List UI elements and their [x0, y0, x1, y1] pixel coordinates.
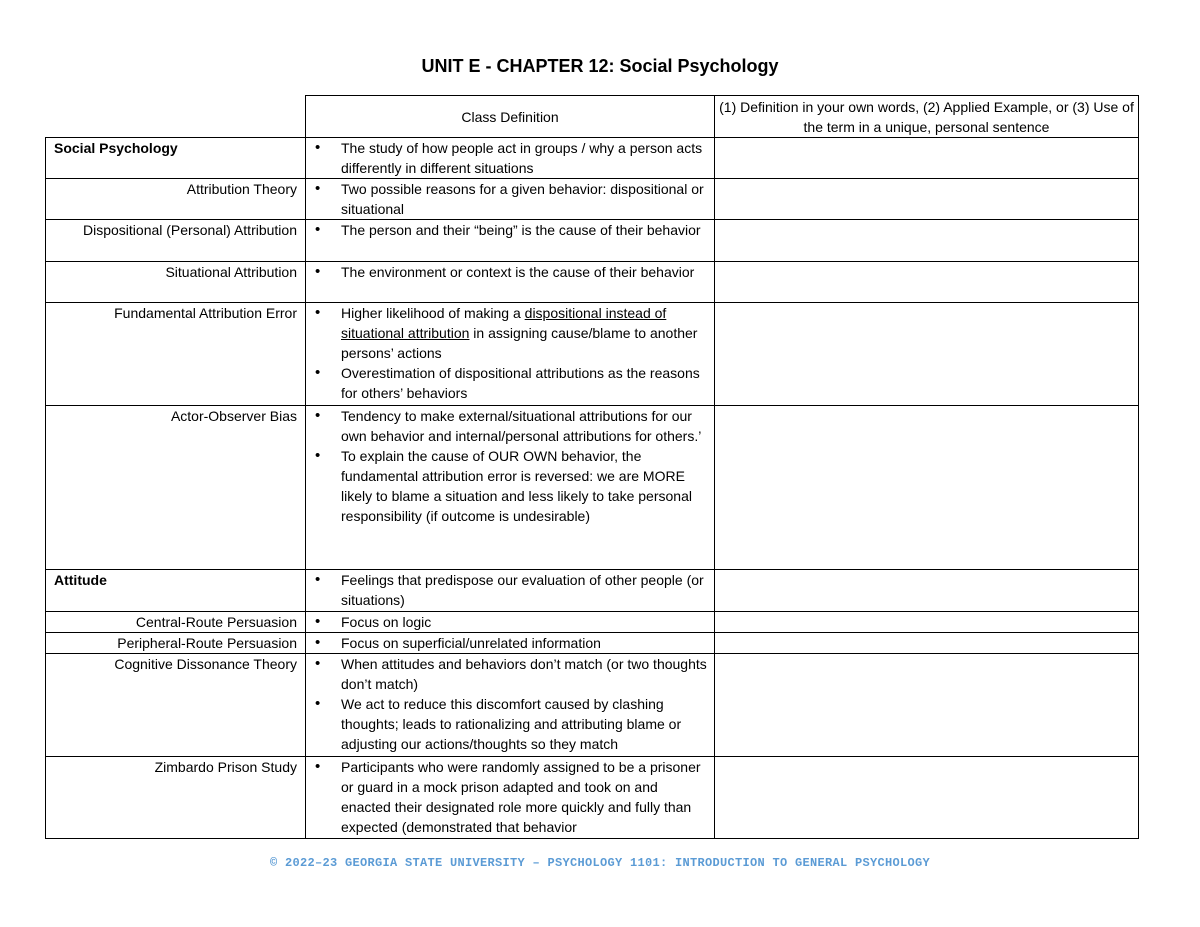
answer-cell[interactable] — [715, 138, 1139, 179]
table-row — [46, 406, 1139, 570]
table-row — [46, 138, 1139, 179]
answer-cell[interactable] — [715, 612, 1139, 633]
table-row — [46, 654, 1139, 757]
term-cell: Actor-Observer Bias — [46, 406, 306, 570]
header-blank-cell — [46, 96, 306, 138]
definition-bullet: • When attitudes and behaviors don’t match (or two thoughts don’t match) — [306, 654, 714, 694]
definition-cell — [306, 570, 715, 612]
term-cell: Central-Route Persuasion — [46, 612, 306, 633]
term-cell: Fundamental Attribution Error — [46, 303, 306, 406]
page-title: UNIT E - CHAPTER 12: Social Psychology — [421, 56, 779, 76]
term-cell: Situational Attribution — [46, 262, 306, 303]
header-row — [46, 96, 1139, 138]
header-own-words: (1) Definition in your own words, (2) Applied Example, or (3) Use of the term in a unique, personal sentence — [715, 96, 1139, 138]
table-row — [46, 757, 1139, 839]
term-cell: Dispositional (Personal) Attribution — [46, 220, 306, 262]
term-cell: Attitude — [46, 570, 306, 612]
definition-bullet: • We act to reduce this discomfort caused by clashing thoughts; leads to rationalizing and attributing blame or adjusting our actions/thoughts so they match — [306, 694, 714, 754]
answer-cell[interactable] — [715, 179, 1139, 220]
term-cell: Attribution Theory — [46, 179, 306, 220]
definition-cell — [306, 220, 715, 262]
definition-cell — [306, 757, 715, 839]
copyright-footer: © 2022–23 GEORGIA STATE UNIVERSITY – PSYCHOLOGY 1101: INTRODUCTION TO GENERAL PSYCHOLOGY — [269, 856, 931, 870]
definition-bullet: • The environment or context is the cause of their behavior — [306, 262, 714, 282]
term-cell: Zimbardo Prison Study — [46, 757, 306, 839]
definition-bullet: • To explain the cause of OUR OWN behavior, the fundamental attribution error is reversed: we are MORE likely to blame a situation and less likely to take personal responsibility (if outcome is undesirable) — [306, 446, 714, 526]
bullet-text: in assigning cause/blame to another persons’ actions — [341, 325, 698, 361]
definition-bullet: • Focus on superficial/unrelated information — [306, 633, 714, 653]
table-row — [46, 303, 1139, 406]
definition-cell — [306, 654, 715, 757]
definition-cell — [306, 612, 715, 633]
answer-cell[interactable] — [715, 406, 1139, 570]
definition-bullet: • The person and their “being” is the cause of their behavior — [306, 220, 714, 240]
table-row — [46, 612, 1139, 633]
definition-cell — [306, 406, 715, 570]
definition-cell — [306, 633, 715, 654]
definition-bullet: • Participants who were randomly assigned to be a prisoner or guard in a mock prison adapted and took on and enacted their designated role more quickly and fully than expected (demonstrated that behavior — [306, 757, 714, 837]
term-cell: Social Psychology — [46, 138, 306, 179]
term-cell: Peripheral-Route Persuasion — [46, 633, 306, 654]
header-class-definition: Class Definition — [306, 96, 715, 138]
definition-clip — [306, 757, 714, 837]
table-row — [46, 220, 1139, 262]
definition-cell — [306, 179, 715, 220]
term-cell: Cognitive Dissonance Theory — [46, 654, 306, 757]
answer-cell[interactable] — [715, 757, 1139, 839]
answer-cell[interactable] — [715, 220, 1139, 262]
answer-cell[interactable] — [715, 654, 1139, 757]
table-row — [46, 262, 1139, 303]
definition-bullet: • Two possible reasons for a given behavior: dispositional or situational — [306, 179, 714, 219]
definition-cell — [306, 262, 715, 303]
bullet-text: Higher likelihood of making a — [341, 305, 525, 321]
table-row — [46, 633, 1139, 654]
definition-cell — [306, 138, 715, 179]
answer-cell[interactable] — [715, 570, 1139, 612]
underlined-phrase: dispositional instead of situational attribution — [341, 305, 667, 341]
answer-cell[interactable] — [715, 262, 1139, 303]
definition-bullet: • Tendency to make external/situational attributions for our own behavior and internal/personal attributions for others.’ — [306, 406, 714, 446]
answer-cell[interactable] — [715, 303, 1139, 406]
definition-bullet: • Overestimation of dispositional attributions as the reasons for others’ behaviors — [306, 363, 714, 403]
definition-bullet: • The study of how people act in groups / why a person acts differently in different situations — [306, 138, 714, 178]
answer-cell[interactable] — [715, 633, 1139, 654]
worksheet-table — [45, 95, 1139, 839]
table-row — [46, 179, 1139, 220]
definition-cell — [306, 303, 715, 406]
definition-bullet: • Focus on logic — [306, 612, 714, 632]
definition-bullet: • Feelings that predispose our evaluation of other people (or situations) — [306, 570, 714, 610]
table-row — [46, 570, 1139, 612]
definition-bullet — [306, 303, 714, 363]
